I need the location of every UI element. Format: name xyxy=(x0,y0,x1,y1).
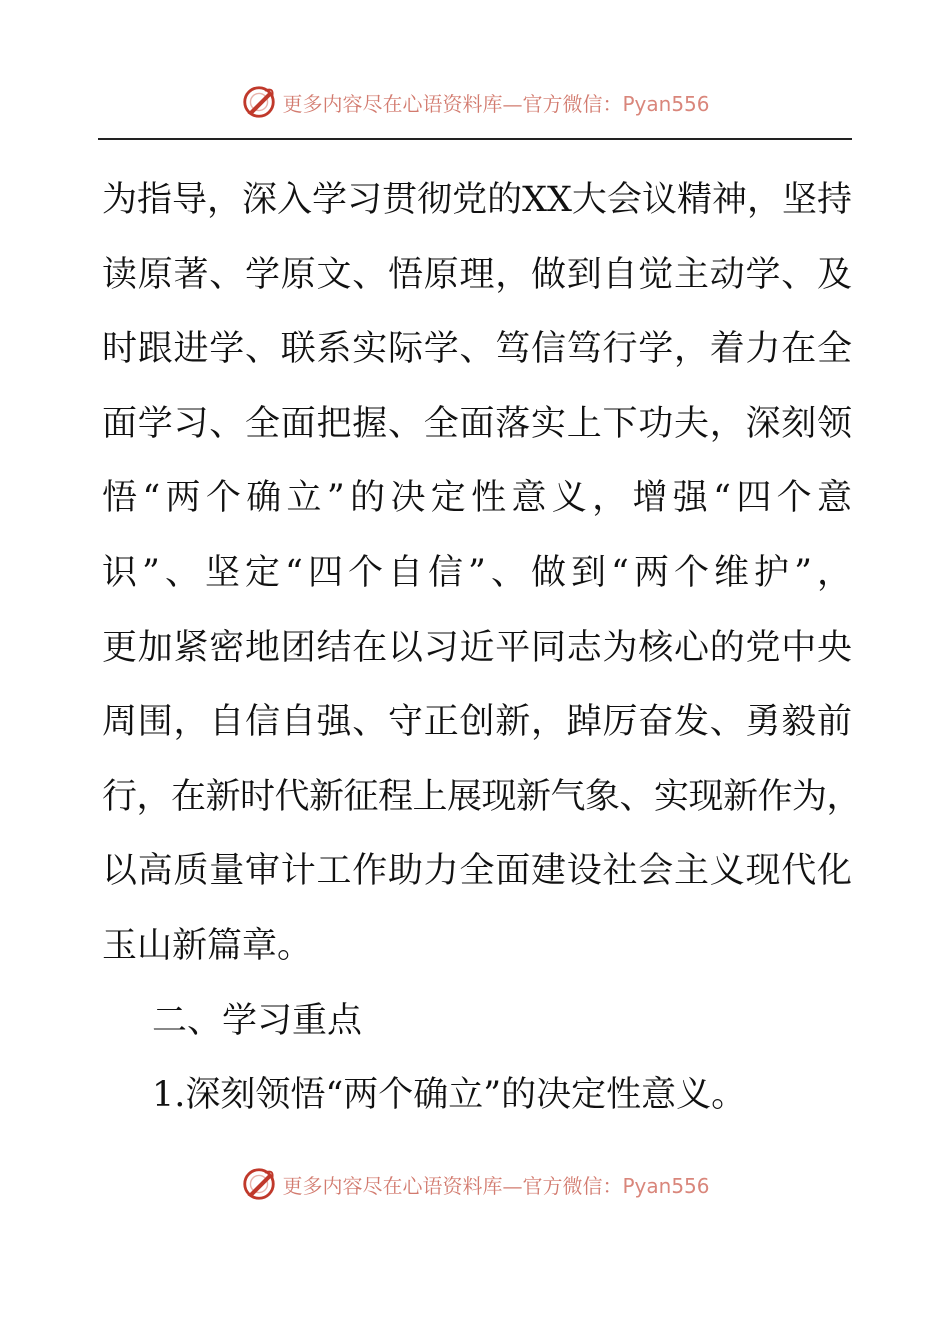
body-line: 面学习、全面把握、全面落实上下功夫，深刻领 xyxy=(102,403,852,444)
body-line: 识”、坚定“四个自信”、做到“两个维护”， xyxy=(102,552,852,593)
quill-logo-icon xyxy=(240,1165,278,1203)
document-body xyxy=(102,163,862,1133)
body-line: 悟“两个确立”的决定性意义，增强“四个意 xyxy=(102,478,852,519)
footer-watermark xyxy=(0,1162,950,1206)
body-line: 时跟进学、联系实际学、笃信笃行学，着力在全 xyxy=(102,329,852,370)
body-line: 玉山新篇章。 xyxy=(102,925,313,966)
body-line: 读原著、学原文、悟原理，做到自觉主动学、及 xyxy=(102,254,852,295)
header-watermark xyxy=(0,80,950,124)
body-line: 更加紧密地团结在以习近平同志为核心的党中央 xyxy=(102,627,852,668)
section-heading: 二、学习重点 xyxy=(152,1000,363,1041)
body-line: 行，在新时代新征程上展现新气象、实现新作为， xyxy=(102,776,862,817)
body-line: 为指导，深入学习贯彻党的XX大会议精神，坚持 xyxy=(102,180,852,220)
watermark-text: 更多内容尽在心语资料库—官方微信：Pyan556 xyxy=(282,1173,710,1198)
watermark-text: 更多内容尽在心语资料库—官方微信：Pyan556 xyxy=(282,91,710,116)
body-line: 周围，自信自强、守正创新，踔厉奋发、勇毅前 xyxy=(102,702,852,743)
body-line: 以高质量审计工作助力全面建设社会主义现代化 xyxy=(102,851,852,892)
header-rule xyxy=(98,138,852,140)
quill-logo-icon xyxy=(240,83,278,121)
list-item: 1.深刻领悟“两个确立”的决定性意义。 xyxy=(152,1075,747,1116)
